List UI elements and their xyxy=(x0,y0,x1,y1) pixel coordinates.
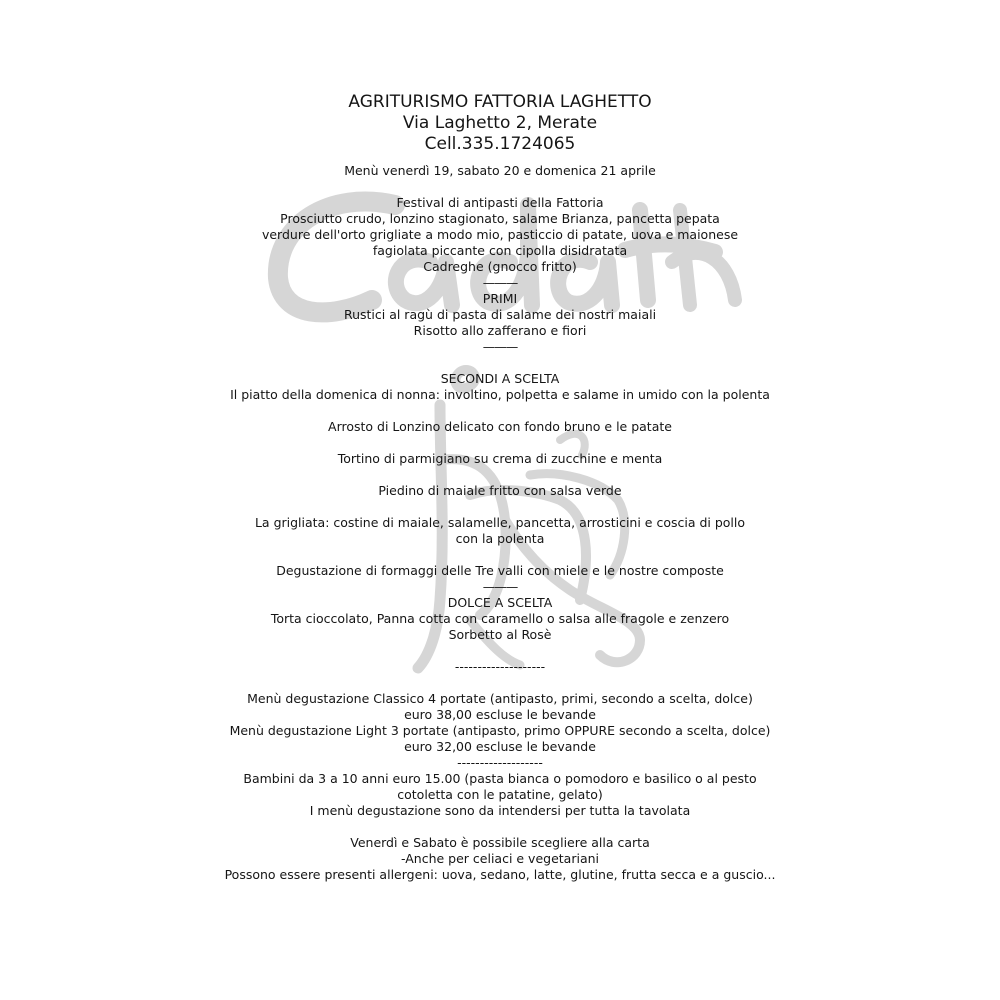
menu-dates: Menù venerdì 19, sabato 20 e domenica 21 aprile xyxy=(344,163,656,178)
section-separator: ——— xyxy=(482,275,518,290)
menu-item: verdure dell'orto grigliate a modo mio, pasticcio di patate, uova e maionese xyxy=(261,227,739,242)
menu-item: Degustazione di formaggi delle Tre valli con miele e le nostre composte xyxy=(276,563,724,578)
menu-item: con la polenta xyxy=(455,531,545,546)
section-separator: ——— xyxy=(482,339,518,354)
menu-classico-price: euro 38,00 escluse le bevande xyxy=(404,707,596,722)
menu-item: fagiolata piccante con cipolla disidratata xyxy=(372,243,628,258)
menu-item: Piedino di maiale fritto con salsa verde xyxy=(378,483,622,498)
menu-light-price: euro 32,00 escluse le bevande xyxy=(404,739,596,754)
secondi-title: SECONDI A SCELTA xyxy=(440,371,560,386)
allergen-note: Possono essere presenti allergeni: uova, sedano, latte, glutine, frutta secca e a guscio... xyxy=(224,867,776,882)
restaurant-name: AGRITURISMO FATTORIA LAGHETTO xyxy=(348,92,652,112)
restaurant-phone: Cell.335.1724065 xyxy=(424,134,576,154)
menu-item: La grigliata: costine di maiale, salamelle, pancetta, arrosticini e coscia di pollo xyxy=(254,515,746,530)
menu-item: Tortino di parmigiano su crema di zucchine e menta xyxy=(337,451,663,466)
section-separator: ——— xyxy=(482,579,518,594)
kids-menu: cotoletta con le patatine, gelato) xyxy=(397,787,603,802)
table-note: I menù degustazione sono da intendersi per tutta la tavolata xyxy=(309,803,691,818)
menu-item: Il piatto della domenica di nonna: involtino, polpetta e salame in umido con la polenta xyxy=(230,387,770,402)
restaurant-address: Via Laghetto 2, Merate xyxy=(402,113,598,133)
menu-item: Rustici al ragù di pasta di salame dei nostri maiali xyxy=(343,307,657,322)
menu-item: Arrosto di Lonzino delicato con fondo bruno e le patate xyxy=(328,419,672,434)
divider: -------------------- xyxy=(454,659,546,674)
menu-item: Prosciutto crudo, lonzino stagionato, salame Brianza, pancetta pepata xyxy=(280,211,720,226)
kids-menu: Bambini da 3 a 10 anni euro 15.00 (pasta bianca o pomodoro e basilico o al pesto xyxy=(243,771,757,786)
menu-item: Sorbetto al Rosè xyxy=(448,627,552,642)
menu-light: Menù degustazione Light 3 portate (antipasto, primo OPPURE secondo a scelta, dolce) xyxy=(229,723,771,738)
note: Venerdì e Sabato è possibile scegliere alla carta xyxy=(350,835,650,850)
menu-classico: Menù degustazione Classico 4 portate (antipasto, primi, secondo a scelta, dolce) xyxy=(247,691,753,706)
menu-document xyxy=(200,92,800,883)
menu-item: Cadreghe (gnocco fritto) xyxy=(423,259,577,274)
menu-item: Torta cioccolato, Panna cotta con caramello o salsa alle fragole e zenzero xyxy=(270,611,730,626)
note: -Anche per celiaci e vegetariani xyxy=(401,851,599,866)
dolce-title: DOLCE A SCELTA xyxy=(447,595,553,610)
divider: ------------------- xyxy=(457,755,543,770)
menu-item: Risotto allo zafferano e fiori xyxy=(413,323,587,338)
primi-title: PRIMI xyxy=(482,291,518,306)
antipasti-title: Festival di antipasti della Fattoria xyxy=(396,195,604,210)
